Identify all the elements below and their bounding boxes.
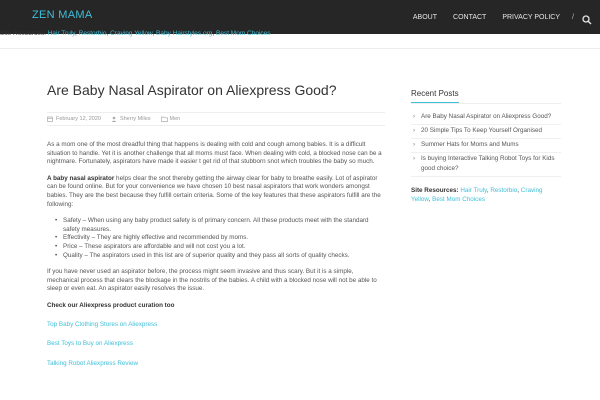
recent-posts-title: Recent Posts — [411, 89, 459, 103]
nav-contact[interactable]: CONTACT — [453, 13, 487, 21]
site-resources-label: Site Resources: — [0, 30, 46, 37]
post-date-text: February 12, 2020 — [56, 116, 101, 122]
post-meta — [47, 112, 385, 126]
recent-post-link[interactable]: › 20 Simple Tips To Keep Yourself Organised — [411, 125, 561, 139]
nav-separator: / — [572, 13, 574, 21]
resource-link-craving-yellow[interactable]: Craving Yellow — [110, 30, 153, 37]
nav-about[interactable]: ABOUT — [412, 13, 438, 21]
recent-post-link[interactable]: › Are Baby Nasal Aspirator on Aliexpress Good? — [411, 111, 561, 125]
sidebar-divider — [411, 103, 561, 104]
paragraph-aspirator — [47, 175, 387, 209]
post-title: Are Baby Nasal Aspirator on Aliexpress Good? — [47, 82, 337, 98]
post-category-link[interactable]: Men — [169, 116, 181, 122]
recent-post-link[interactable]: › Is buying Interactive Talking Robot Toys for Kids good choice? — [411, 153, 561, 177]
post-author-name[interactable]: Sherry Miles — [119, 116, 151, 122]
list-item: • Effectivity – They are highly effective and recommended by moms. — [55, 234, 387, 243]
post-content — [47, 141, 387, 379]
calendar-icon — [47, 116, 53, 122]
site-logo[interactable]: ZEN MAMA — [32, 9, 93, 21]
link-best-toys[interactable]: Best Toys to Buy on Aliexpress — [47, 340, 133, 348]
list-item: • Price – These aspirators are affordable and will not cost you a lot. — [55, 243, 387, 252]
resource-link-restorbio[interactable]: Restorbio — [78, 30, 107, 37]
resource-link-hair-truly[interactable]: Hair Truly — [47, 30, 76, 37]
aspirator-description: helps clear the snot thereby getting the airway clear for baby to breathe easily. Lot of aspirator can be found online. But for your convenience we have chosen 10 best nasal aspirators that work wonders amongst babies. They are the best because they fulfill certain criteria. Some of the key features that these aspirators fulfill are the following: — [47, 174, 381, 208]
list-item: • Safety – When using any baby product safety is of primary concern. All these products meet with the standard safety measures. — [55, 217, 387, 234]
aspirator-bold-term: A baby nasal aspirator — [47, 174, 115, 182]
nav-privacy-policy[interactable]: PRIVACY POLICY — [502, 13, 561, 21]
sidebar — [411, 83, 561, 204]
header-divider — [0, 48, 600, 49]
sidebar-site-resources: Site Resources: Hair Truly, Restorbio, Craving Yellow, Best Mom Choices — [411, 187, 543, 203]
post-category — [161, 116, 181, 122]
resource-link-baby-hairstyles[interactable]: Baby Hairstyles.org — [156, 30, 213, 37]
feature-list — [55, 217, 387, 260]
recent-posts-list — [411, 111, 561, 177]
curation-heading: Check our Aliexpress product curation too — [47, 301, 175, 309]
sidebar-link-hair-truly[interactable]: Hair Truly — [460, 187, 487, 194]
main-nav — [397, 0, 592, 34]
user-icon — [111, 116, 117, 122]
list-item: • Quality – The aspirators used in this list are of superior quality and they pass all sorts of quality checks. — [55, 252, 387, 261]
link-baby-clothing-stores[interactable]: Top Baby Clothing Stores on Aliexpress — [47, 320, 158, 328]
paragraph-intro: As a mom one of the most dreadful thing that happens is dealing with cold and cough among babies. It is a difficult situation to handle. Yet it is another challenge that all moms must face. When dealing with cold, a blocked nose can be a nightmare. Fortunately, aspirators have made it easier t get rid of that stubborn snot which troubles the baby so much. — [47, 141, 382, 166]
post-date — [47, 116, 101, 122]
recent-post-link[interactable]: › Summer Hats for Moms and Mums — [411, 139, 561, 153]
top-navigation-bar — [0, 0, 600, 34]
sidebar-link-best-mom-choices[interactable]: Best Mom Choices — [432, 196, 485, 203]
sidebar-link-craving-yellow[interactable]: Craving Yellow — [411, 187, 543, 203]
paragraph-process: If you have never used an aspirator before, the process might seem invasive and thus scary. But it is a simple, mechanical process that clears the blockage in the nostrils of the babies. A child with a blocked nose will not be able to sleep or even eat. An aspirator easily resolves the issue. — [47, 268, 377, 293]
sidebar-link-restorbio[interactable]: Restorbio — [490, 187, 518, 194]
resource-link-best-mom-choices[interactable]: Best Mom Choices — [216, 30, 271, 37]
sidebar-resources-label: Site Resources: — [411, 187, 459, 194]
post-author — [111, 116, 151, 122]
link-talking-robot-review[interactable]: Talking Robot Aliexpress Review — [47, 359, 138, 367]
search-icon[interactable] — [582, 12, 592, 22]
site-resources-bar: Site Resources: Hair Truly, Restorbio, Craving Yellow, Baby Hairstyles.org, Best Mom Choices — [0, 30, 271, 37]
folder-icon — [161, 116, 167, 122]
